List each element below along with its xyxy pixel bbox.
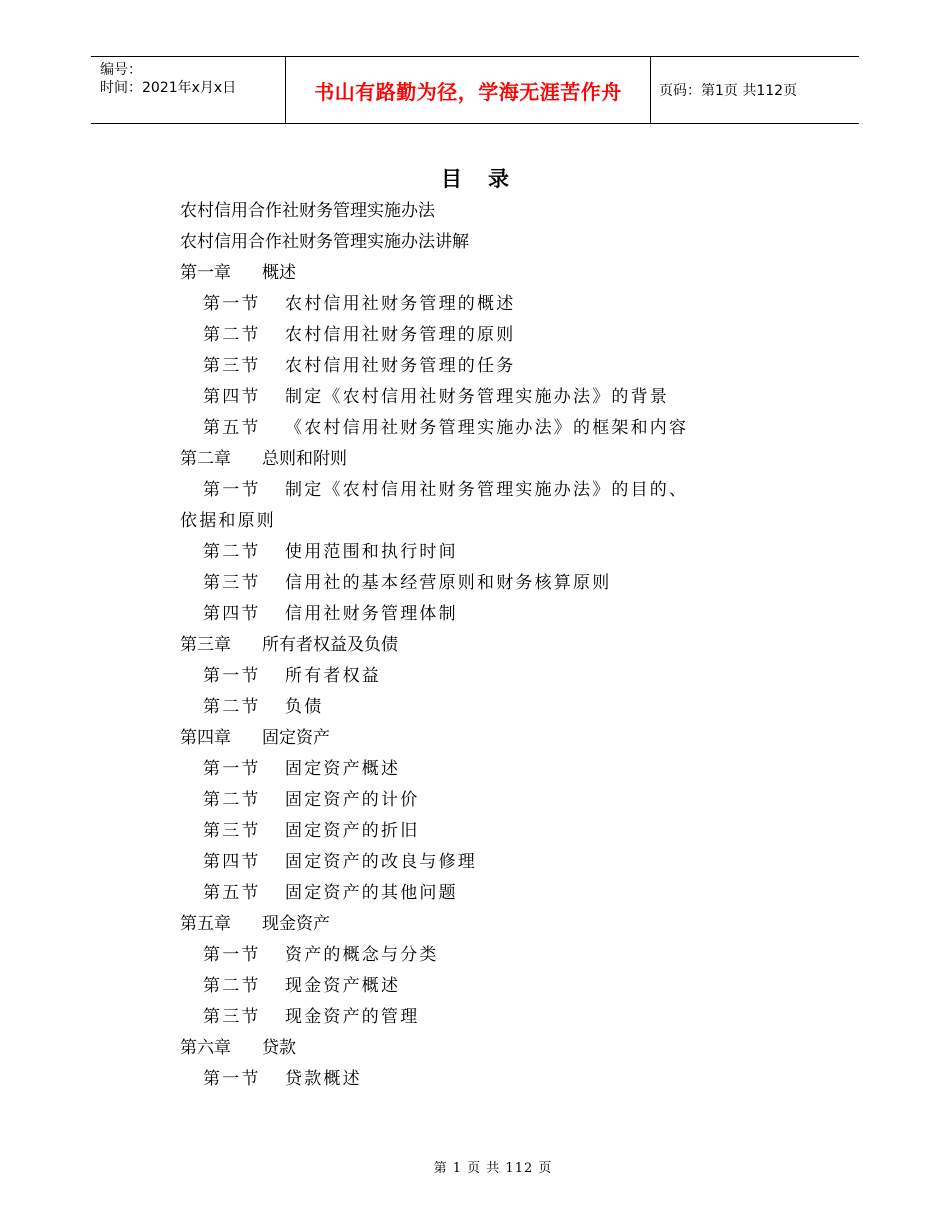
toc-entry-number: 第一节 [203, 666, 261, 686]
toc-entry-number: 第二节 [203, 976, 261, 996]
toc-entry-title: 农村信用合作社财务管理实施办法 [180, 201, 435, 221]
toc-entry-title: 制定《农村信用社财务管理实施办法》的目的、 [285, 480, 689, 500]
toc-section-entry[interactable] [180, 475, 760, 506]
toc-entry-number: 第四章 [180, 728, 231, 748]
toc-entry-title: 现金资产的管理 [285, 1007, 420, 1027]
toc-entry-title: 使用范围和执行时间 [285, 542, 458, 562]
toc-entry-title: 资产的概念与分类 [285, 945, 439, 965]
toc-entry-number: 第二章 [180, 449, 231, 469]
toc-entry-title: 固定资产的改良与修理 [285, 852, 477, 872]
toc-entry-number: 第三节 [203, 356, 261, 376]
toc-section-entry[interactable] [180, 351, 760, 382]
toc-entry-number: 第五章 [180, 914, 231, 934]
toc-entry-number: 第二节 [203, 325, 261, 345]
header-page-number: 页码：第1页 共112页 [659, 83, 798, 99]
toc-entry-number: 第六章 [180, 1038, 231, 1058]
document-time-label: 时间：2021年x月x日 [100, 80, 237, 96]
toc-section-entry[interactable] [180, 971, 760, 1002]
toc-entry-title: 现金资产概述 [285, 976, 401, 996]
toc-chapter-entry[interactable] [180, 1033, 760, 1064]
toc-entry-title: 农村信用社财务管理的概述 [285, 294, 516, 314]
toc-section-entry[interactable] [180, 1002, 760, 1033]
table-of-contents [180, 196, 760, 1095]
toc-entry-number: 第二节 [203, 542, 261, 562]
toc-section-entry[interactable] [180, 940, 760, 971]
toc-entry-title: 农村信用社财务管理的任务 [285, 356, 516, 376]
page-footer: 第 1 页 共 112 页 [433, 1161, 553, 1176]
toc-entry-title: 所有者权益及负债 [262, 635, 398, 655]
toc-title: 目录 [441, 167, 535, 191]
toc-section-entry[interactable] [180, 661, 760, 692]
toc-chapter-entry[interactable] [180, 227, 760, 258]
toc-chapter-entry[interactable] [180, 909, 760, 940]
toc-section-entry[interactable] [180, 785, 760, 816]
toc-section-entry[interactable] [180, 754, 760, 785]
toc-entry-number: 第一节 [203, 294, 261, 314]
toc-entry-number: 第一节 [203, 1069, 261, 1089]
document-number-label: 编号： [100, 62, 142, 78]
toc-entry-number: 第二节 [203, 790, 261, 810]
toc-section-entry[interactable] [180, 599, 760, 630]
toc-entry-title: 依据和原则 [180, 511, 276, 531]
toc-entry-number: 第四节 [203, 852, 261, 872]
toc-entry-number: 第五节 [203, 418, 261, 438]
toc-entry-title: 固定资产 [262, 728, 330, 748]
toc-entry-number: 第一节 [203, 945, 261, 965]
toc-entry-title: 所有者权益 [285, 666, 381, 686]
toc-section-entry[interactable] [180, 692, 760, 723]
toc-section-entry[interactable] [180, 289, 760, 320]
header-meta-cell [91, 57, 286, 123]
toc-entry-title: 《农村信用社财务管理实施办法》的框架和内容 [285, 418, 689, 438]
toc-entry-number: 第三节 [203, 573, 261, 593]
toc-chapter-entry[interactable] [180, 196, 760, 227]
toc-entry-number: 第四节 [203, 387, 261, 407]
toc-entry-title: 贷款 [262, 1038, 296, 1058]
toc-entry-title: 固定资产的折旧 [285, 821, 420, 841]
toc-entry-title: 固定资产的计价 [285, 790, 420, 810]
toc-entry-title: 农村信用合作社财务管理实施办法讲解 [180, 232, 469, 252]
toc-section-entry[interactable] [180, 413, 760, 444]
toc-chapter-entry[interactable] [180, 723, 760, 754]
toc-section-entry[interactable] [180, 816, 760, 847]
toc-entry-title: 概述 [262, 263, 296, 283]
toc-section-entry[interactable] [180, 382, 760, 413]
toc-entry-number: 第一节 [203, 759, 261, 779]
toc-entry-number: 第五节 [203, 883, 261, 903]
toc-section-entry[interactable] [180, 537, 760, 568]
toc-entry-number: 第一节 [203, 480, 261, 500]
toc-entry-number: 第四节 [203, 604, 261, 624]
toc-chapter-entry[interactable] [180, 630, 760, 661]
toc-entry-number: 第三节 [203, 1007, 261, 1027]
toc-chapter-entry[interactable] [180, 258, 760, 289]
toc-section-entry[interactable] [180, 847, 760, 878]
toc-entry-title: 制定《农村信用社财务管理实施办法》的背景 [285, 387, 669, 407]
toc-entry-title: 负债 [285, 697, 324, 717]
toc-entry-number: 第二节 [203, 697, 261, 717]
toc-entry-number: 第一章 [180, 263, 231, 283]
toc-entry-title: 信用社的基本经营原则和财务核算原则 [285, 573, 612, 593]
toc-entry-title: 固定资产概述 [285, 759, 401, 779]
toc-entry-number: 第三节 [203, 821, 261, 841]
toc-entry-title: 农村信用社财务管理的原则 [285, 325, 516, 345]
toc-chapter-entry[interactable] [180, 444, 760, 475]
toc-entry-title: 信用社财务管理体制 [285, 604, 458, 624]
toc-entry-title: 固定资产的其他问题 [285, 883, 458, 903]
toc-section-entry[interactable] [180, 320, 760, 351]
header-motto: 书山有路勤为径，学海无涯苦作舟 [286, 57, 651, 123]
toc-section-entry[interactable] [180, 568, 760, 599]
toc-section-entry[interactable] [180, 506, 760, 537]
toc-entry-title: 总则和附则 [262, 449, 347, 469]
document-header [91, 56, 859, 124]
toc-section-entry[interactable] [180, 878, 760, 909]
toc-entry-number: 第三章 [180, 635, 231, 655]
toc-entry-title: 现金资产 [262, 914, 330, 934]
toc-section-entry[interactable] [180, 1064, 760, 1095]
toc-entry-title: 贷款概述 [285, 1069, 362, 1089]
